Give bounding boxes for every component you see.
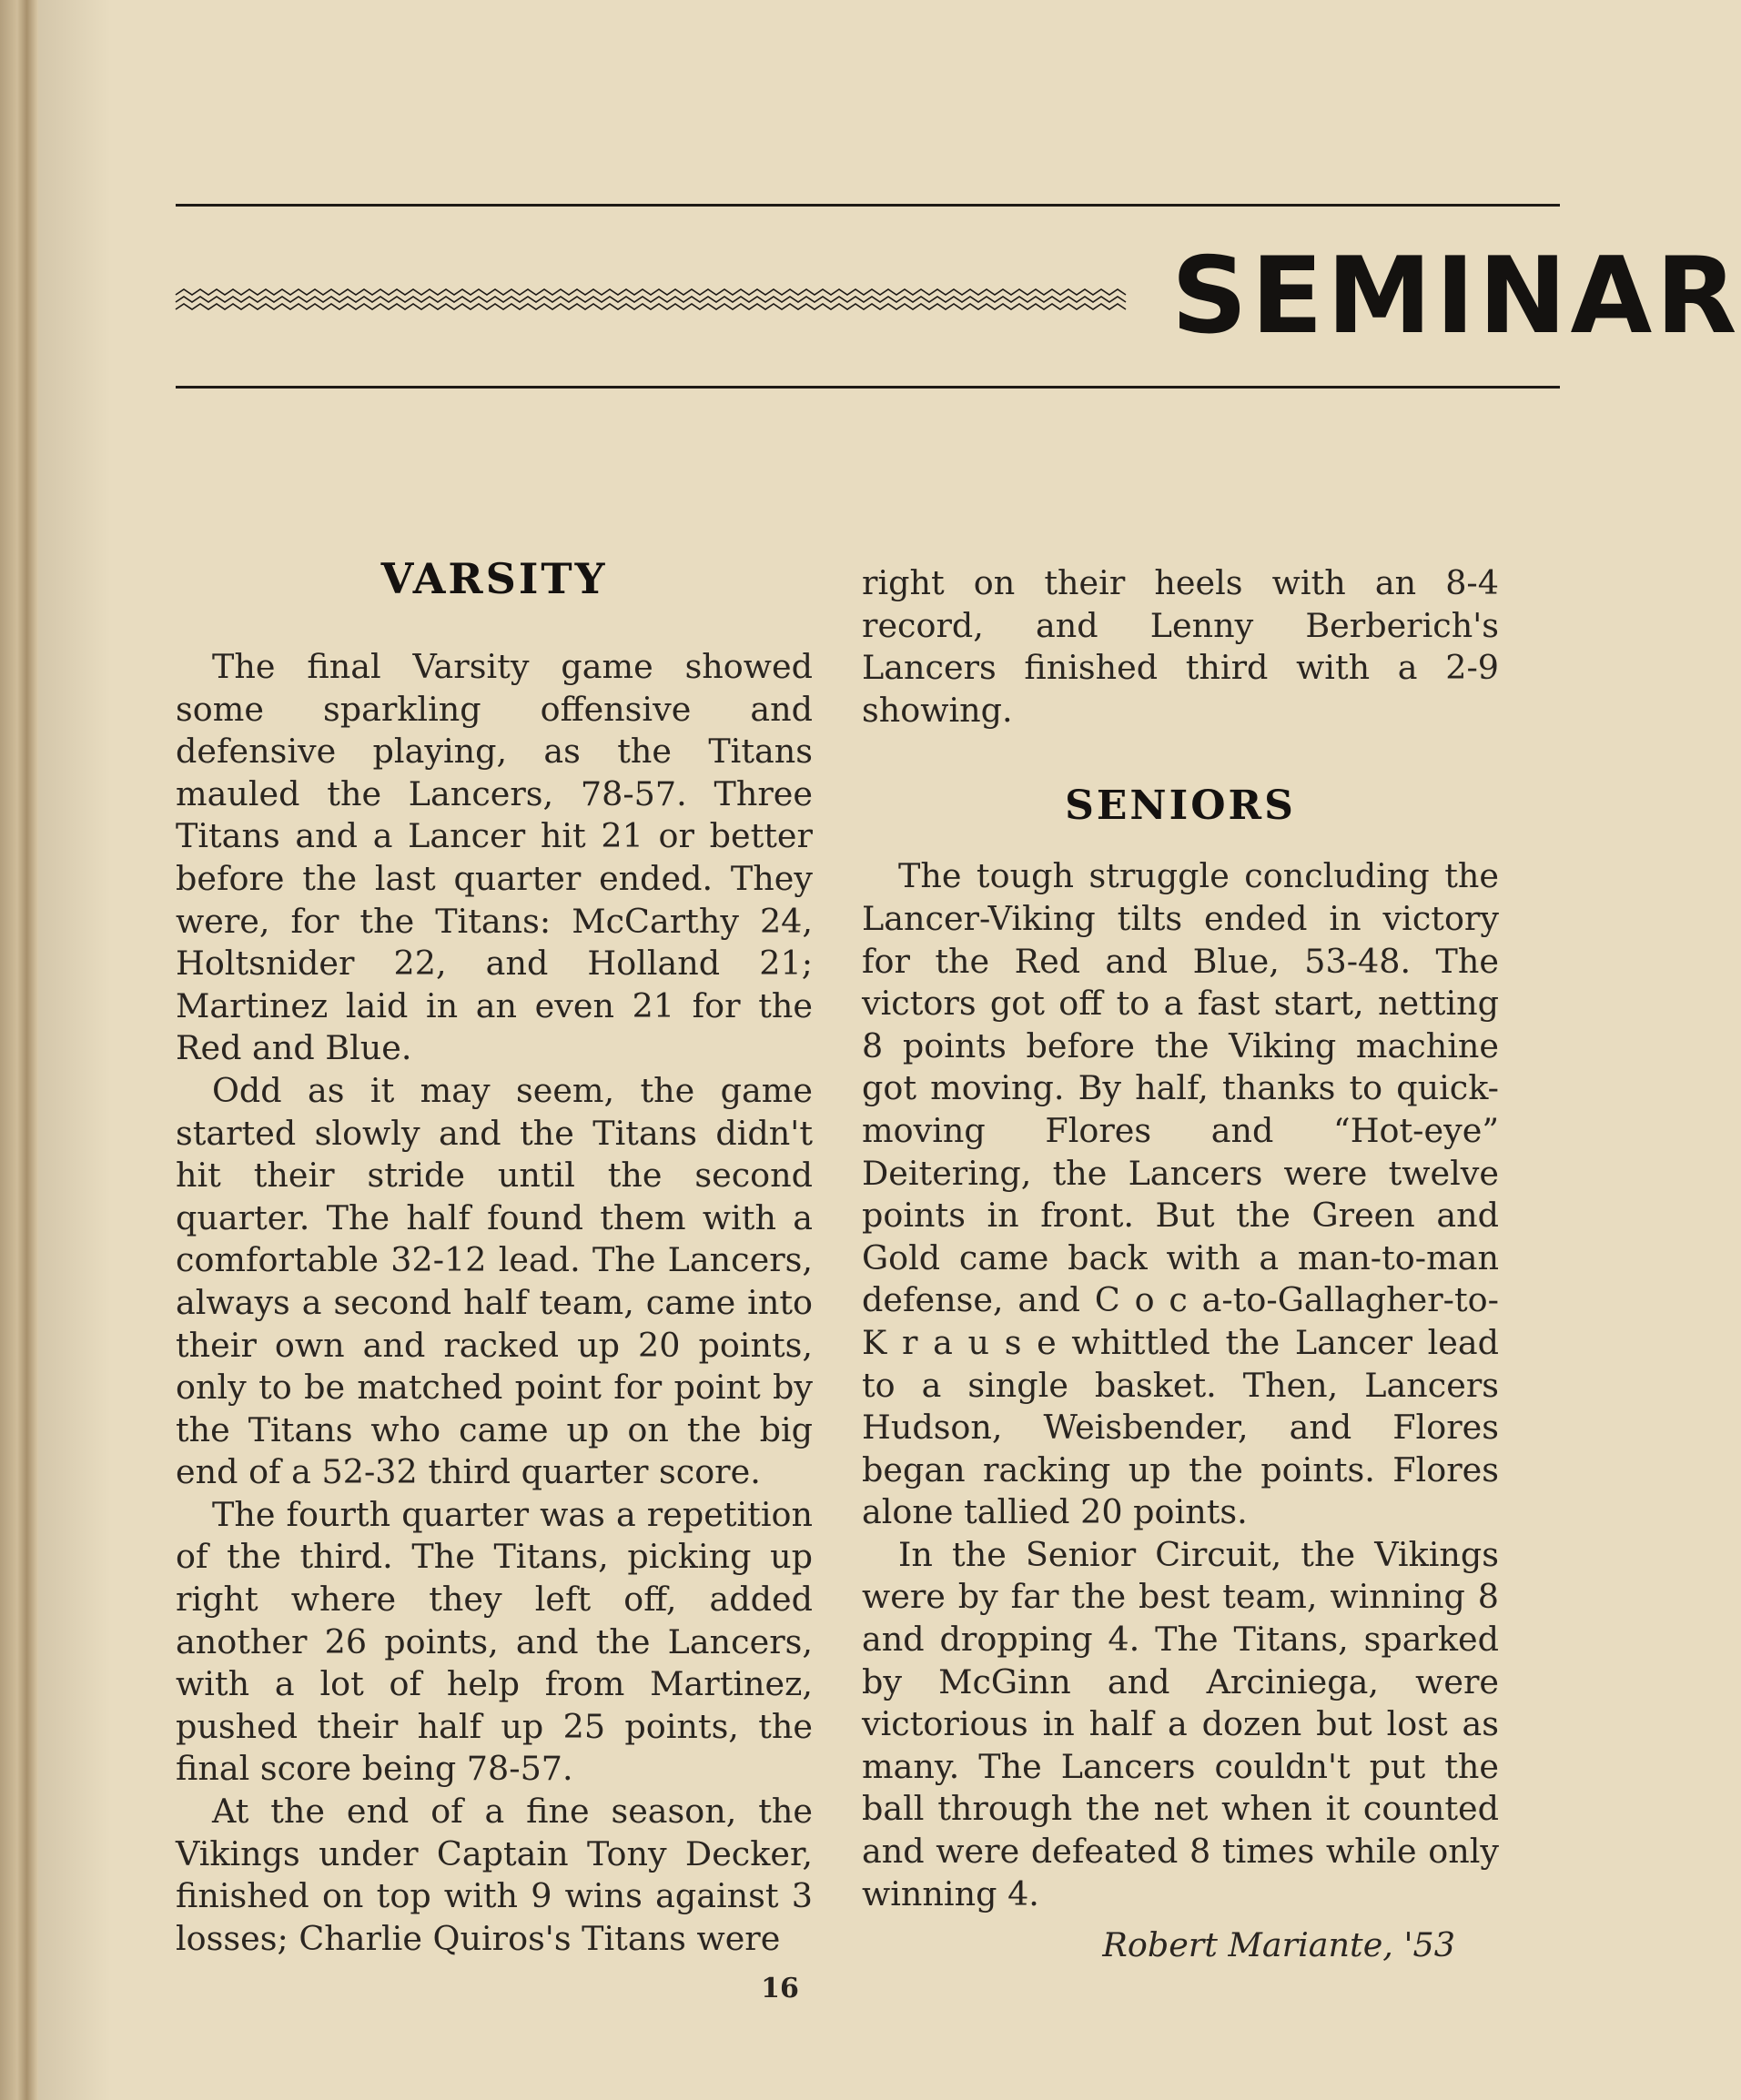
varsity-paragraph-3: The fourth quarter was a repetition of the third. The Titans, picking up right where they left off, added another 26 points, and the Lancers, with a lot of help from Martinez, pushed their half up 25 points, the final score being 78-57. xyxy=(176,1494,813,1789)
right-column xyxy=(862,562,1499,1967)
header-rule-top xyxy=(176,204,1560,207)
page-number: 16 xyxy=(761,1973,799,2004)
seniors-heading: SENIORS xyxy=(1065,782,1296,830)
author-signature: Robert Mariante, '53 xyxy=(1102,1925,1455,1965)
header-rule-bottom xyxy=(176,386,1560,389)
decorative-zigzag-border xyxy=(176,289,1131,313)
seniors-paragraph-2: In the Senior Circuit, the Vikings were by far the best team, winning 8 and dropping 4. The Titans, sparked by McGinn and Arciniega, were victorious in half a dozen but lost as many. The Lancers couldn't put the ball through the net when it counted and were defeated 8 times while only winning 4. xyxy=(862,1534,1499,1913)
varsity-paragraph-4: At the end of a fine season, the Vikings under Captain Tony Decker, finished on top with 9 wins against 3 losses; Charlie Quiros's Titans were xyxy=(176,1792,813,1958)
varsity-heading: VARSITY xyxy=(380,554,608,603)
gutter-shadow xyxy=(38,0,111,2100)
left-column xyxy=(176,646,813,1960)
book-binding xyxy=(0,0,38,2100)
varsity-paragraph-2: Odd as it may seem, the game started slowly and the Titans didn't hit their stride until the second quarter. The half found them with a comfortable 32-12 lead. The Lancers, always a second half team, came into their own and racked up 20 points, only to be matched point for point by the Titans who came up on the big end of a 52-32 third quarter score. xyxy=(176,1070,813,1492)
section-banner-title: SEMINAR xyxy=(1171,235,1741,358)
varsity-continuation: right on their heels with an 8-4 record, and Lenny Berberich's Lancers finished third with a 2-9 showing. xyxy=(862,563,1499,730)
seniors-paragraph-1: The tough struggle concluding the Lancer-Viking tilts ended in victory for the Red and Blue, 53-48. The victors got off to a fast start, netting 8 points before the Viking machine got moving. By half, thanks to quick-moving Flores and “Hot-eye” Deitering, the Lancers were twelve points in front. But the Green and Gold came back with a man-to-man defense, and C o c a-to-Gallagher-to-K r a u s e whittled the Lancer lead to a single basket. Then, Lancers Hudson, Weisbender, and Flores began racking up the points. Flores alone tallied 20 points. xyxy=(862,856,1499,1532)
varsity-paragraph-1: The final Varsity game showed some sparkling offensive and defensive playing, as the Titans mauled the Lancers, 78-57. Three Titans and a Lancer hit 21 or better before the last quarter ended. They were, for the Titans: McCarthy 24, Holtsnider 22, and Holland 21; Martinez laid in an even 21 for the Red and Blue. xyxy=(176,647,813,1068)
